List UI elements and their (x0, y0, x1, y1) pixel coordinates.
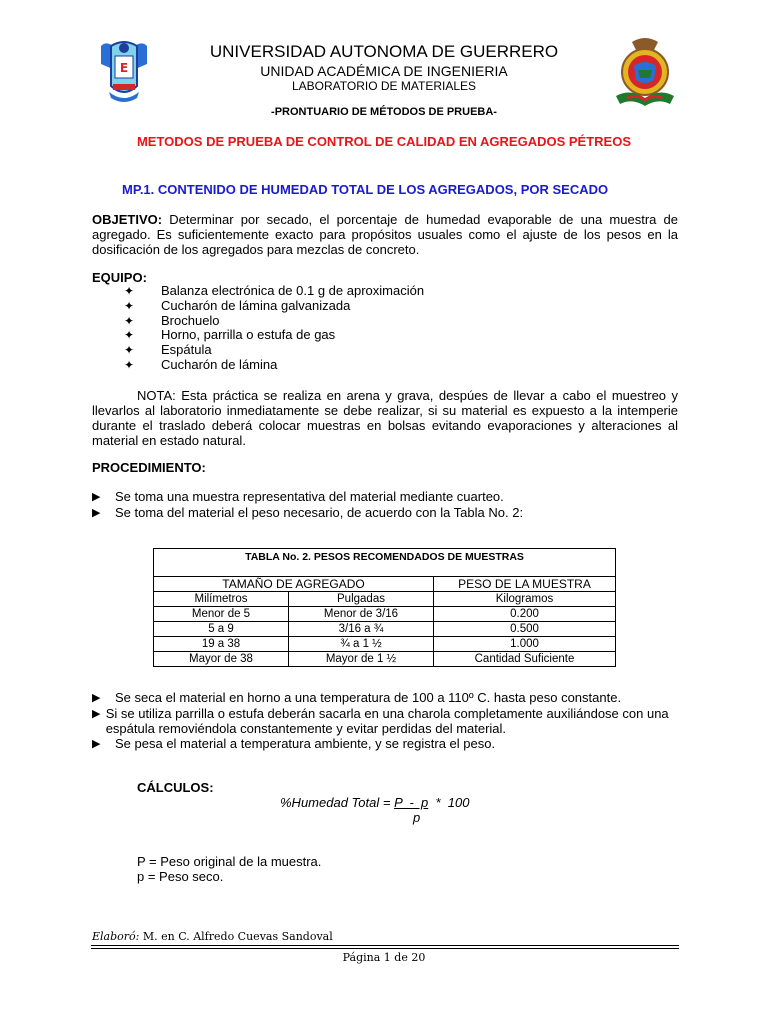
table-caption: TABLA No. 2. PESOS RECOMENDADOS DE MUESTRAS (154, 549, 616, 577)
objective-text: Determinar por secado, el porcentaje de humedad evaporable de una muestra de agregado. Es suficientemente exacto para propósitos usuales como el ajuste de los pesos en la dosificación de los agregados para mezclas de concreto. (92, 212, 678, 257)
table-column-header: Milímetros (154, 592, 289, 607)
formula-prefix: %Humedad Total = (280, 795, 395, 810)
procedure-steps-after (92, 690, 682, 752)
formula-numerator: P - p (394, 795, 429, 810)
university-name: UNIVERSIDAD AUTONOMA DE GUERRERO (209, 42, 559, 61)
arrow-right-icon: ▶ (92, 708, 101, 720)
list-item: ▶ Se pesa el material a temperatura ambiente, y se registra el peso. (92, 736, 496, 751)
table-row: 19 a 38 ¾ a 1 ½ 1.000 (154, 637, 616, 652)
table-group-header: TAMAÑO DE AGREGADO (154, 577, 434, 592)
table-row: Mayor de 38 Mayor de 1 ½ Cantidad Suficiente (154, 652, 616, 667)
list-item: ▶ Se toma una muestra representativa del material mediante cuarteo. (92, 489, 504, 504)
table-weight-header: PESO DE LA MUESTRA (434, 577, 616, 592)
arrow-right-icon: ▶ (92, 692, 101, 704)
sample-weights-table (153, 548, 616, 667)
four-point-star-icon: ✦ (124, 313, 135, 328)
arrow-right-icon: ▶ (92, 507, 101, 519)
author-label: Elaboró: (92, 930, 140, 943)
four-point-star-icon: ✦ (124, 328, 135, 343)
laboratory-name: LABORATORIO DE MATERIALES (291, 79, 477, 93)
table-row: 5 a 9 3/16 a ¾ 0.500 (154, 622, 616, 637)
author-name: M. en C. Alfredo Cuevas Sandoval (139, 930, 333, 943)
definition-dry-weight: p = Peso seco. (137, 869, 224, 884)
four-point-star-icon: ✦ (124, 343, 135, 358)
footer-divider (91, 945, 679, 946)
equipment-heading: EQUIPO: (92, 270, 147, 285)
table-column-header: Kilogramos (434, 592, 616, 607)
author-line (92, 930, 333, 943)
list-item: ▶ Si se utiliza parrilla o estufa deberán sacarla en una charola completamente auxiliándose con una espátula removiéndola constantemente y evitar perdidas del material. (92, 706, 669, 736)
definition-original-weight: P = Peso original de la muestra. (137, 854, 322, 869)
list-item: ✦ Espátula (124, 342, 212, 358)
humidity-formula (280, 795, 469, 810)
table-row: Menor de 5 Menor de 3/16 0.200 (154, 607, 616, 622)
formula-suffix: * 100 (428, 795, 470, 810)
list-item: ✦ Horno, parrilla o estufa de gas (124, 327, 336, 343)
objective-paragraph (92, 212, 678, 257)
four-point-star-icon: ✦ (124, 284, 135, 298)
arrow-right-icon: ▶ (92, 491, 101, 503)
list-item: ✦ Cucharón de lámina galvanizada (124, 297, 351, 313)
note-paragraph: NOTA: Esta práctica se realiza en arena y grava, despúes de llevar a cabo el muestreo y llevarlos al laboratorio inmediatamente se debe realizar, si su material es expuesto a la intemperie durante el traslado deberá colocar muestras en bolsas evitando evaporaciones y alteraciones al material en estado natural. (92, 388, 678, 448)
formula-denominator: p (413, 810, 421, 825)
procedure-steps-before (92, 489, 682, 521)
table-column-header: Pulgadas (289, 592, 434, 607)
procedure-heading: PROCEDIMIENTO: (92, 460, 206, 475)
arrow-right-icon: ▶ (92, 738, 101, 750)
footer-divider (91, 948, 679, 949)
svg-text:E: E (119, 61, 129, 75)
list-item: ✦ Cucharón de lámina (124, 356, 278, 372)
prontuario-title: -PRONTUARIO DE MÉTODOS DE PRUEBA- (271, 106, 497, 118)
main-title: METODOS DE PRUEBA DE CONTROL DE CALIDAD EN AGREGADOS PÉTREOS (136, 134, 632, 149)
page-number: Página 1 de 20 (342, 951, 426, 964)
calculations-heading: CÁLCULOS: (137, 780, 214, 795)
academic-unit: UNIDAD ACADÉMICA DE INGENIERIA (260, 63, 508, 79)
four-point-star-icon: ✦ (124, 357, 135, 372)
four-point-star-icon: ✦ (124, 298, 135, 313)
list-item: ▶ Se toma del material el peso necesario, de acuerdo con la Tabla No. 2: (92, 505, 524, 520)
list-item: ✦ Balanza electrónica de 0.1 g de aproximación (124, 283, 425, 298)
equipment-list (124, 284, 424, 373)
list-item: ✦ Brochuelo (124, 312, 220, 328)
section-title: MP.1. CONTENIDO DE HUMEDAD TOTAL DE LOS AGREGADOS, POR SECADO (122, 182, 609, 197)
list-item: ▶ Se seca el material en horno a una temperatura de 100 a 110º C. hasta peso constante. (92, 690, 622, 705)
objective-label: OBJETIVO: (92, 212, 163, 227)
